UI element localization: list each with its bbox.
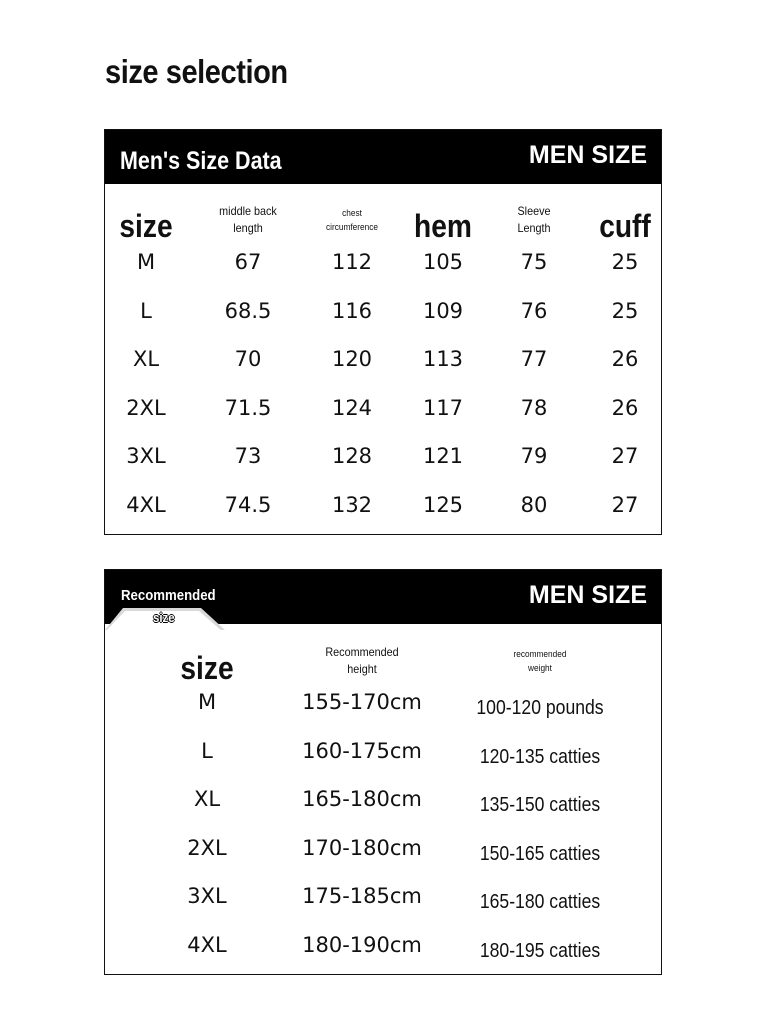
column-header [514, 647, 567, 675]
column-header [326, 206, 378, 234]
column-header [599, 208, 651, 244]
table-cell: 135-150 catties [479, 794, 601, 816]
page-title: size selection [105, 53, 288, 90]
table-cell: 26 [611, 395, 639, 420]
table-cell: 74.5 [224, 492, 272, 517]
size-label: M [136, 250, 156, 274]
column-header [414, 208, 472, 244]
table-cell: 155-170cm [302, 690, 422, 714]
table-cell: 71.5 [224, 395, 272, 420]
table-header-bar [105, 130, 661, 184]
size-label: L [201, 738, 213, 763]
table-cell: 180-190cm [302, 932, 422, 957]
table-cell: 25 [611, 250, 639, 274]
size-label: 2XL [187, 835, 227, 860]
size-label: XL [132, 347, 160, 371]
column-header-line: size [180, 650, 234, 686]
table-cell: 67 [234, 250, 262, 274]
table-cell: 128 [331, 444, 373, 468]
table-cell: 150-165 catties [479, 842, 601, 865]
table-cell: 100-120 pounds [476, 697, 604, 719]
column-header-line: Sleeve [517, 204, 551, 218]
column-header-line: height [347, 662, 377, 676]
size-label: L [140, 298, 152, 323]
table-cell: 105 [422, 250, 464, 274]
size-label: 4XL [126, 492, 166, 517]
column-header [180, 650, 233, 686]
tab-label-recommended: Recommended [121, 587, 216, 604]
column-header [119, 208, 172, 244]
column-header-line: hem [414, 208, 472, 244]
size-label: 3XL [126, 444, 166, 468]
column-header-line: weight [528, 663, 552, 673]
table-cell: 80 [520, 492, 548, 517]
table-cell: 170-180cm [302, 835, 422, 860]
table-cell: 117 [422, 395, 464, 420]
table-cell: 120 [331, 347, 373, 371]
column-header [219, 203, 277, 237]
column-header-line: recommended [513, 649, 567, 659]
table-cell: 113 [422, 347, 464, 371]
table-cell: 79 [520, 444, 548, 468]
men-size-label: MEN SIZE [528, 141, 647, 169]
recommended-size-table [104, 569, 662, 975]
table-cell: 125 [422, 492, 464, 517]
column-header-line: circumference [325, 222, 379, 232]
column-header-line: length [233, 221, 263, 235]
table-cell: 112 [331, 250, 373, 274]
size-label: M [197, 690, 217, 714]
table-cell: 124 [331, 395, 373, 420]
column-header-line: Length [517, 221, 551, 235]
table-cell: 109 [422, 298, 464, 323]
table-cell: 26 [611, 347, 639, 371]
table-cell: 121 [422, 444, 464, 468]
tab-label-size: size [153, 610, 175, 625]
column-header-line: size [119, 208, 173, 244]
table-cell: 175-185cm [302, 884, 422, 908]
table-cell: 27 [611, 444, 639, 468]
table-cell: 116 [331, 298, 373, 323]
table-cell: 68.5 [224, 298, 272, 323]
table-cell: 77 [520, 347, 548, 371]
size-label: 3XL [187, 884, 227, 908]
table-header-bar [105, 570, 661, 624]
table-cell: 76 [520, 298, 548, 323]
table-cell: 27 [611, 492, 639, 517]
column-header-line: chest [342, 208, 362, 218]
table-cell: 165-180cm [302, 787, 422, 811]
column-header-line: middle back [219, 204, 277, 218]
table-cell: 25 [611, 298, 639, 323]
table-cell: 180-195 catties [479, 939, 601, 962]
column-header [325, 644, 398, 678]
column-header [517, 203, 550, 237]
table-cell: 165-180 catties [479, 891, 601, 913]
table-cell: 160-175cm [302, 738, 422, 763]
column-header-line: cuff [599, 208, 651, 244]
size-label: XL [193, 787, 221, 811]
table-cell: 70 [234, 347, 262, 371]
size-label: 4XL [187, 932, 227, 957]
table-cell: 120-135 catties [479, 745, 601, 768]
table-cell: 73 [234, 444, 262, 468]
size-data-table [104, 129, 662, 535]
table-cell: 78 [520, 395, 548, 420]
size-label: 2XL [126, 395, 166, 420]
table-cell: 75 [520, 250, 548, 274]
table-cell: 132 [331, 492, 373, 517]
column-header-line: Recommended [325, 645, 399, 659]
table-title: Men's Size Data [120, 147, 282, 175]
men-size-label: MEN SIZE [528, 581, 647, 609]
